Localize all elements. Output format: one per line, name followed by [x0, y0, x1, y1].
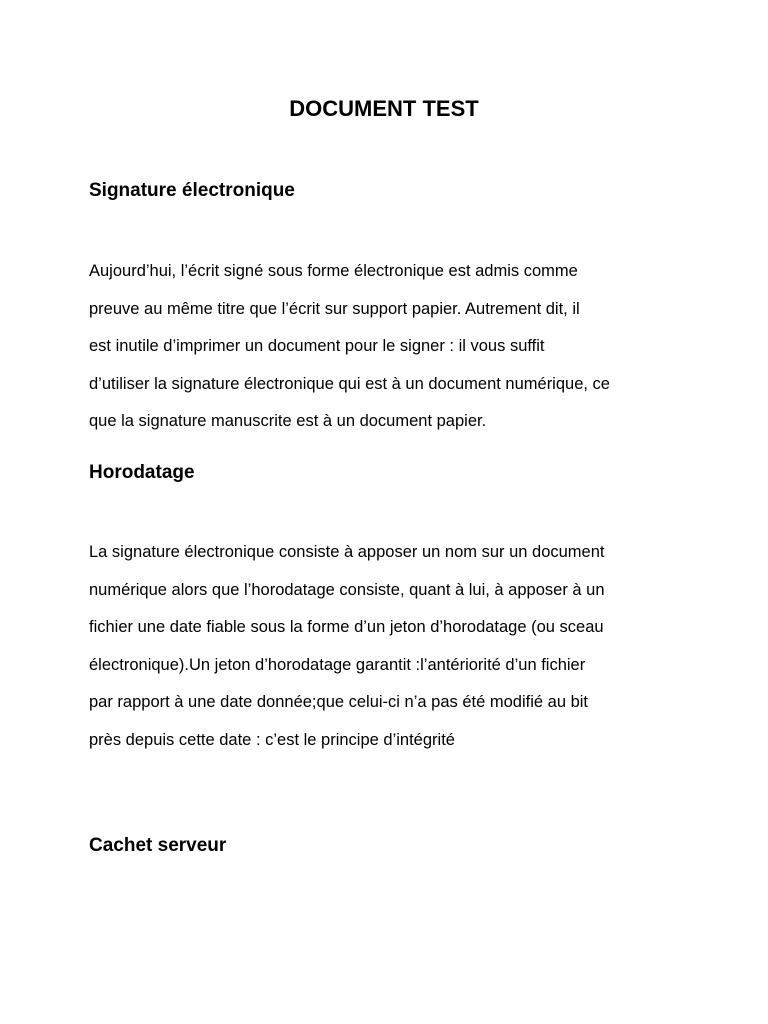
- paragraph-line: fichier une date fiable sous la forme d’un jeton d’horodatage (ou sceau: [89, 618, 604, 637]
- paragraph-line: près depuis cette date : c’est le principe d’intégrité: [89, 730, 455, 749]
- section-heading-horodatage: Horodatage: [89, 462, 195, 483]
- paragraph-line: électronique).Un jeton d’horodatage garantit :l’antériorité d’un fichier: [89, 655, 586, 674]
- paragraph-line: que la signature manuscrite est à un document papier.: [89, 412, 487, 431]
- paragraph-line: par rapport à une date donnée;que celui-ci n’a pas été modifié au bit: [89, 693, 589, 712]
- section-heading-signature: Signature électronique: [89, 180, 295, 201]
- paragraph-line: Aujourd’hui, l’écrit signé sous forme électronique est admis comme: [89, 262, 578, 280]
- paragraph-line: preuve au même titre que l’écrit sur support papier. Autrement dit, il: [89, 299, 580, 318]
- paragraph-line: numérique alors que l’horodatage consiste, quant à lui, à apposer à un: [89, 580, 605, 599]
- paragraph-line: La signature électronique consiste à apposer un nom sur un document: [89, 543, 605, 561]
- paragraph-signature: [89, 253, 689, 441]
- document-title: DOCUMENT TEST: [289, 96, 479, 121]
- paragraph-line: est inutile d’imprimer un document pour le signer : il vous suffit: [89, 337, 545, 356]
- paragraph-line: d’utiliser la signature électronique qui est à un document numérique, ce: [89, 374, 610, 393]
- section-heading-cachet-serveur: Cachet serveur: [89, 835, 227, 856]
- paragraph-horodatage: [89, 534, 689, 760]
